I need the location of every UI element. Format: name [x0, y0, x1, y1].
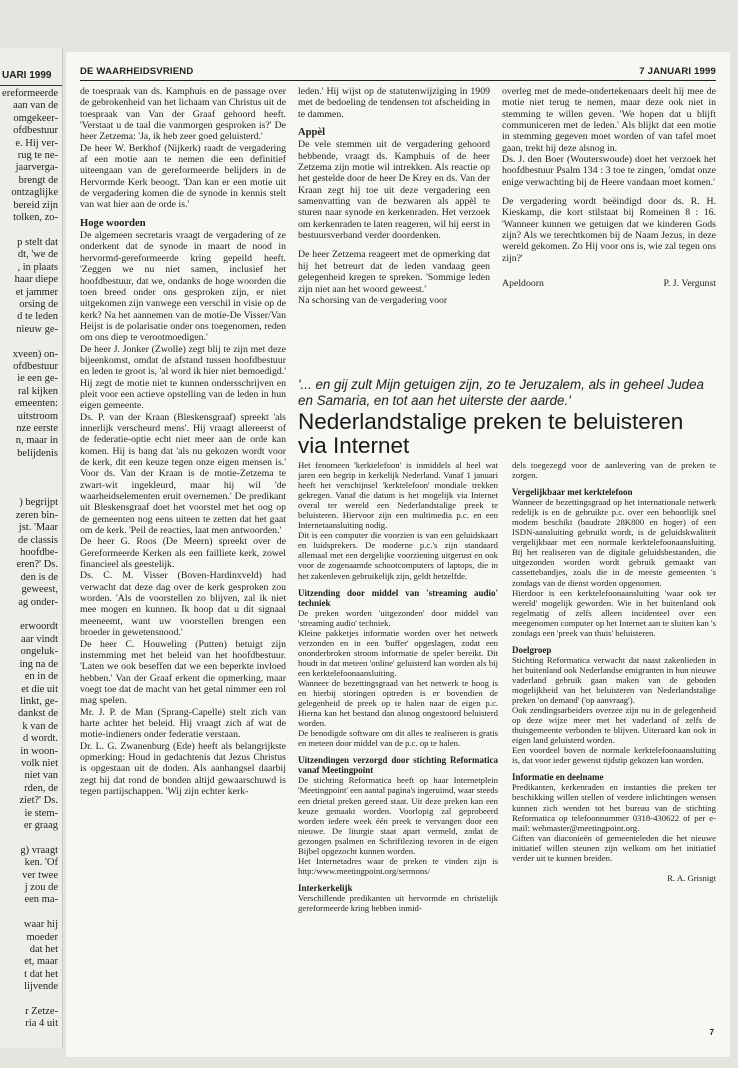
paragraph: overleg met de mede-ondertekenaars deelt hij mee de motie niet terug te nemen, maar deze ook niet in stemming te willen geven. 'We hopen dat u blijft communiceren met de leden.' Als blijkt dat een motie in stemming gegeven moet worden of van tafel moet gaan, trekt hij deze alsnog in.: [502, 86, 716, 154]
paragraph: de toespraak van ds. Kamphuis en de passage over de gebrokenheid van het lichaam van Christus uit de toespraak van Van der Graaf gehoord heeft. 'Verstaat u de taal die vanmorgen gesproken is?' De heer Zetzema: 'Ja, ik heb zeer goed geluisterd.': [80, 86, 286, 143]
column-2: [298, 86, 490, 356]
paragraph: Het Internetadres waar de preken te vinden zijn is http:/www.meetingpoint.org/sermons/: [298, 855, 498, 876]
paragraph: Na schorsing van de vergadering voor: [298, 294, 448, 306]
column-3: [502, 86, 716, 356]
paragraph: De heer C. Houweling (Putten) betuigt zijn instemming met het beleid van het hoofdbestuur. 'Laten we ook beseffen dat we een beperkte invloed hebben.' Van der Graaf erkent die opmerking, maar voegt toe dat de macht van het getal nimmer een rol mag spelen.: [80, 638, 286, 707]
subheading: Interkerkelijk: [298, 882, 353, 893]
paragraph: Hierdoor is een kerktelefoonaansluiting 'waar ook ter wereld' mogelijk geworden. Wie in het buitenland ook regelmatig of zelfs alleen incidenteel over een meegenomen computer op het Internet aan te sluiten kan 's zondags een 'preek van thuis' beluisteren.: [512, 587, 716, 638]
article-signature: [502, 278, 716, 289]
page-header: [80, 66, 716, 81]
paragraph: De vele stemmen uit de vergadering gehoord hebbende, vraagt ds. Kamphuis of de heer Zetzema zijn motie wil intrekken. Als reactie op het gestelde door de heer De Krey en ds. Van der Kraan zegt hij toe uit deze vergadering een samenvatting van de bezwaren als appèl te sturen naar synode en kerkenraden. Het verzoek om kerkenraden te laten reageren, wil hij eerst in bestuursverband verder doordenken.: [298, 139, 490, 242]
dateline-place: Apeldoorn: [502, 278, 544, 290]
subheading: Vergelijkbaar met kerktelefoon: [512, 487, 633, 498]
paragraph: Wanneer de bezettingsgraad van het netwerk te hoog is en hierbij storingen optreden is er bovendien de gelegenheid de preek op te halen naar de eigen p.c. Hierna kan het bestand dan alsnog ongestoord beluisterd worden.: [298, 677, 498, 729]
paragraph: Dit is een computer die voorzien is van een geluidskaart en luidsprekers. De moderne p.c.'s zijn standaard allemaal met een dergelijke voorziening uitgerust en ook voor de zogenaamde schootcomputers of laptops, die in het zakenleven gebruikelijk zijn, geldt hetzelfde.: [298, 530, 498, 581]
previous-page-text: ereformeerde aan van de omgekeer- ofdbestuur e. Hij ver- rug te ne- jaarverga- brengt de ontzaglijke bereid zijn tolken, zo- p stelt dat dt, 'we de , in plaats haar diepe et jammer orsing de d te leden nieuw ge- xveen) on- ofdbestuur ie een ge- ral kijken emeenten: uitstroom nze eerste n, maar in belijdenis ) begrijpt zeren bin- jst. 'Maar de classis hoofdbe- eren?' Ds. den is de geweest, ag onder- erwoordt aar vindt ongeluk- ing na de en in de et die uit linkt, ge- dankst de k van de d wordt. in woon- volk niet niet van rden, de ziet?' Ds. ie stem- er graag g) vraagt ken. 'Of ver twee j zou de een ma- waar hij moeder dat het et, maar t dat het lijvende r Zetze- ria 4 uit: [2, 88, 58, 1030]
paragraph: Ds. C. M. Visser (Boven-Hardinxveld) had verwacht dat deze dag over de kerk gesproken zou worden. 'Als de voorstellen zo blijven, zal ik niet mee mogen en kunnen. Ik hoop dat u dit signaal meeneemt, want uw voorstellen brengen een broeder in gewetensnood.': [80, 570, 286, 639]
publication-title: DE WAARHEIDSVRIEND: [80, 66, 194, 77]
subheading: Uitzending door middel van 'streaming audio' techniek: [298, 587, 498, 608]
paragraph: De algemeen secretaris vraagt de vergadering of ze onderkent dat de synode in maart de nood in hervormd-gereformeerde kring gepeild heeft. 'Zeggen we nu niet samen, inclusief het hoofdbestuur, dat we, ondanks de hoge woorden die toen breed onder ons gesproken zijn, er niet uitgekomen zijn vanwege een verschil in visie op de kerk? Na het aannemen van de motie-De Visser/Van Heijst is de polarisatie onder ons toegenomen, reden om ons diep te verootmoedigen.': [80, 230, 286, 344]
paragraph: Het fenomeen 'kerktelefoon' is inmiddels al heel wat jaren een begrip in kerkelijk Nederland. Vanaf 1 januari heeft het verschijnsel 'kerktelefoon' mondiale trekken gekregen. Vanaf die datum is het mogelijk via Internet overal ter wereld een Nederlandstalige preek te beluisteren. Hiervoor zijn een multimedia p.c. en een Internetaansluiting nodig.: [298, 460, 498, 531]
newspaper-page: [66, 52, 730, 1057]
paragraph: De heer J. Jonker (Zwolle) zegt blij te zijn met deze bijeenkomst, omdat de afstand tussen hoofdbestuur en leden te groot is, 'al word ik hier niet bemoedigd.' Hij zegt de motie niet te kunnen ondersschrijven en pleit voor een actieve opstelling van de leden in hun eigen gemeente.: [80, 343, 286, 412]
paragraph: Kleine pakketjes informatie worden over het netwerk verzonden en in een 'buffer' opgeslagen, zodat een ononderbroken stroom informatie de speler bereikt. Dit houdt in dat meteen 'online' geluisterd kan worden als bij een kerktelefoonaansluiting.: [298, 627, 498, 678]
page-number: 7: [709, 1028, 714, 1037]
paragraph: De preken worden 'uitgezonden' door middel van 'streaming audio' techniek.: [298, 607, 498, 628]
subheading: Hoge woorden: [80, 217, 146, 229]
paragraph: De benodigde software om dit alles te realiseren is gratis en meteen door middel van de p.c. op te halen.: [298, 728, 498, 749]
subheading: Doelgroep: [512, 644, 552, 655]
subheading: Uitzendingen verzorgd door stichting Reformatica vanaf Meetingpoint: [298, 755, 498, 776]
paragraph: Een voordeel boven de normale kerktelefoonaansluiting is, dat voor ieder gewenst tijdstip gekozen kan worden.: [512, 745, 716, 766]
paragraph: De heer W. Berkhof (Nijkerk) raadt de vergadering af een motie aan te nemen die een definitief uiteengaan van de gereformeerde belijders in de Hervormde Kerk beoogt. 'Dan kan er een motie uit de vergadering komen die de synode in kennis stelt van wat hier aan de orde is.': [80, 142, 286, 211]
paragraph: Predikanten, kerkenraden en instanties die preken ter beschikking willen stellen of verdere inlichtingen wensen kunnen zich wenden tot het bureau van de stichting Reformatica op telefoonnummer 0318-430622 of per e-mail: webmaster@meetingpoint.org.: [512, 782, 716, 833]
paragraph: Dr. L. G. Zwanenburg (Ede) heeft als belangrijkste opmerking: Houd in gedachtenis dat Jezus Christus is opgestaan uit de doden. Als aanhangsel daarbij zegt hij dat rond de bonden altijd gewaarschuwd is tegen partijschappen. 'Wij zijn echter kerk-: [80, 740, 286, 797]
author-name: P. J. Vergunst: [663, 278, 716, 290]
paragraph: De heer G. Roos (De Meern) spreekt over de Gereformeerde Kerken als een failliete kerk, zowel financieel als geestelijk.: [80, 536, 286, 571]
author-name: R. A. Grisnigt: [667, 872, 716, 883]
paragraph: Stichting Reformatica verwacht dat naast zakenlieden in het buitenland ook Nederlandse emigranten in hun nieuwe vaderland gebruik gaan maken van de geboden mogelijkheid van het beluisteren van Nederlandstalige preken 'on demand' ('op aanvraag').: [512, 654, 716, 706]
previous-page-header: UARI 1999: [0, 48, 62, 86]
paragraph: De heer Zetzema reageert met de opmerking dat hij het betreurt dat de leden vandaag geen gelegenheid kregen te spreken. 'Sommige leden zijn niet aan het woord geweest.': [298, 249, 490, 295]
paragraph: Ds. P. van der Kraan (Bleskensgraaf) spreekt 'als innerlijk verscheurd mens'. Hij vraagt allereerst of de federatie-optie echt niet meer aan de orde kan komen. Hij is bang dat 'als nu gekozen wordt voor de kerk, dit een keuze tegen onze eigen mensen is.' Voor ds. Van der Kraan is de motie-Zetzema te zwart-wit ingekleurd, maar hij wil 'de waarheidselementen eruit overnemen.' De predikant uit Bleskensgraaf doet het voorstel met het oog op de gemeenten nog eens uiteen te zetten dat het gaat om de kerk. 'Peil de reacties, laat men antwoorden.': [80, 411, 286, 537]
bible-quote: '... en gij zult Mijn getuigen zijn, zo te Jeruzalem, als in geheel Judea en Samaria, en tot aan het uiterste der aarde.': [298, 377, 704, 408]
article-column-left: [298, 460, 498, 1050]
previous-page-edge: [0, 48, 63, 1048]
publication-date: 7 JANUARI 1999: [639, 66, 716, 77]
subheading: Informatie en deelname: [512, 772, 604, 783]
subheading: Appèl: [298, 127, 326, 139]
paragraph: Mr. J. P. de Man (Sprang-Capelle) stelt zich van harte achter het beleid. Hij vraagt zich af wat de motie-indieners onder federatie verstaan.: [80, 706, 286, 741]
paragraph: Ds. J. den Boer (Wouterswoude) doet het verzoek het hoofdbestuur Psalm 134 : 3 toe te zingen, 'omdat onze enige verwachting bij de Heere vandaan moet komen.': [502, 154, 716, 188]
paragraph: leden.' Hij wijst op de statutenwijziging in 1909 met de bedoeling de tendensen tot afscheiding in te dammen.: [298, 86, 490, 120]
column-1: [80, 86, 286, 1041]
article-column-right: [512, 460, 716, 1020]
paragraph: Wanneer de bezettingsgraad op het internationale netwerk redelijk is en de gebruikte p.c. over een behoorlijk snel modem beschikt (baudrate 28K800 en hoger) of een ISDN-aansluiting gebruikt wordt, is de geluidskwaliteit vergelijkbaar met een normale kerktelefoonaansluiting. Bij het realiseren van de digitale geluidsbestanden, die uitgezonden worden wordt gebruik gemaakt van cassettebandjes, zoals die in de meeste gemeenten 's zondags van de dienst worden opgenomen.: [512, 497, 716, 588]
paragraph: Ook zendingsarbeiders overzee zijn nu in de gelegenheid op deze wijze meer met het vaderland of zelfs de thuisgemeente verbonden te blijven. Uiteraard kan ook in eigen land geluisterd worden.: [512, 705, 716, 746]
paragraph: Giften van diaconieën of gemeenteleden die het nieuwe initiatief willen steunen zijn welkom om het initiatief verder uit te kunnen breiden.: [512, 832, 716, 863]
paragraph: Verschillende predikanten uit hervormde en christelijk gereformeerde kring hebben inmid-: [298, 892, 498, 913]
paragraph: De stichting Reformatica heeft op haar Internetplein 'Meetingpoint' een aantal pagina's ingeruimd, waar steeds een drietal preken gereed staat. Uit deze preken kan een keuze gemaakt worden. Voorlopig zal geprobeerd worden iedere week één preek te vervangen door een nieuwe. De liturgie staat apart vermeld, zodat de gezongen psalmen en Schriftlezing tevoren in de eigen Bijbel opgezocht kunnen worden.: [298, 775, 498, 856]
article-headline: Nederlandstalige preken te beluisteren via Internet: [298, 409, 684, 458]
paragraph: De vergadering wordt beëindigd door ds. R. H. Kieskamp, die kort stilstaat bij Romeinen 8 : 16. 'Wanneer kunnen we getuigen dat we kinderen Gods zijn? Als we terechtkomen bij de Naam Jezus, in deze wereld gekomen. Zo Hij voor ons is, wie zal tegen ons zijn?': [502, 196, 716, 264]
paragraph: dels toegezegd voor de aanlevering van de preken te zorgen.: [512, 460, 716, 481]
